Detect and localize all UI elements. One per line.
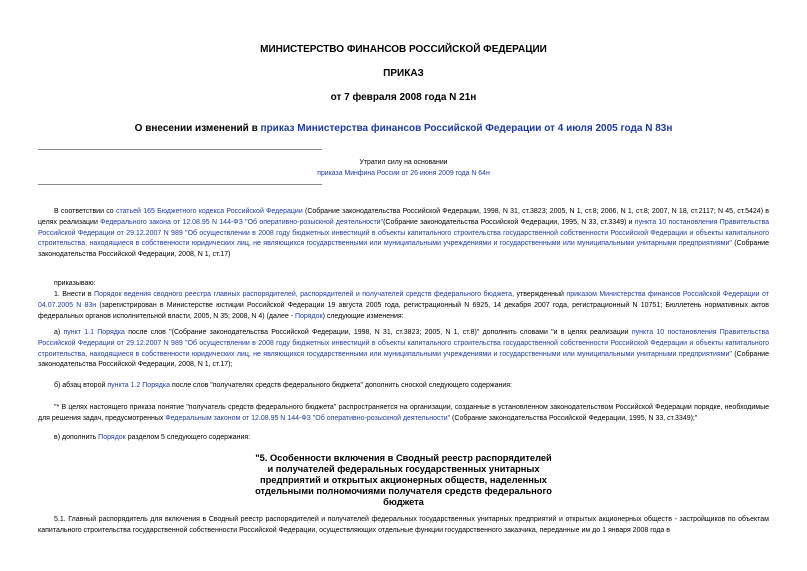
preamble-text-2: (Собрание законодательства Российской Федерации, 1998, N 31, ст.3823; 2005, N 1, ст.8; 2006, N 1, ст.8; 2007, N 18, ст.2117; N 45, ст.5424) в целях реализации xyxy=(38,208,769,226)
doc-title-prefix: О внесении изменений в xyxy=(134,123,261,134)
item-a-text-3: (Собрание законодательства Российской Федерации, 2008, N 1, ст.17); xyxy=(38,350,769,369)
footnote-law-link[interactable]: Федеральным законом от 12.08.95 N 144-ФЗ "Об оперативно-розыскной деятельности" xyxy=(165,414,451,422)
clause-1-2-link[interactable]: пункта 1.2 Порядка xyxy=(107,382,170,389)
preamble-paragraph xyxy=(38,207,769,261)
item-a-paragraph xyxy=(38,328,769,371)
section-5-line-2: и получателей федеральных государственных унитарных xyxy=(267,464,540,474)
section-5-heading xyxy=(250,453,557,508)
preamble-text-1: В соответствии со xyxy=(54,208,116,215)
doc-date-number: от 7 февраля 2008 года N 21н xyxy=(330,92,477,103)
item-1-text-3: (зарегистрирован в Министерстве юстиции Российской Федерации 19 августа 2005 года, регистрационный N 6925, 14 декабря 2007 года, регистрационный N 10751; Бюллетень нормативных актов федеральных органов исполнительной власти, 2005, N 35; 2008, N 4) (далее - xyxy=(38,301,769,320)
item-1-text-1: 1. Внести в xyxy=(54,291,94,298)
footnote-text-2: (Собрание законодательства Российской Федерации, 1995, N 33, ст.3349);" xyxy=(450,414,698,422)
budget-code-link[interactable]: статьей 165 Бюджетного кодекса Российской Федерации xyxy=(115,208,303,215)
doc-title-link[interactable]: приказ Министерства финансов Российской Федерации от 4 июля 2005 года N 83н xyxy=(260,123,673,134)
item-b-paragraph xyxy=(38,381,769,392)
decree-clause-10-link[interactable]: пункта 10 постановления Правительства Российской Федерации от 29.12.2007 N 989 "Об осуществлении в 2008 году бюджетных инвестиций в объекты капитального строительства государственной собственности Российской Федерации и объекты капитального строительства, находящиеся в собственности юридических лиц, не являющихся государственными или муниципальными учреждениями и государственными или муниципальными унитарными предприятиями" xyxy=(38,329,769,358)
clause-1-1-link[interactable]: пункт 1.1 Порядка xyxy=(63,329,125,336)
item-5-1-paragraph: 5.1. Главный распорядитель для включения в Сводный реестр распорядителей и получателей федеральных государственных унитарных предприятий и открытых акционерных обществ - застройщиков по объектам капитального строительства государственной собственности Российской Федерации, осуществляющих отдельные функции государственного заказчика, переданные им до 1 января 2008 года в xyxy=(38,516,769,534)
item-b-text-2: после слов "получателях средств федерального бюджета" дополнить сноской следующего содержания: xyxy=(170,382,512,389)
section-5-line-1: "5. Особенности включения в Сводный реестр распорядителей xyxy=(255,453,552,463)
item-b-text-1: б) абзац второй xyxy=(54,382,108,389)
lost-force-link[interactable]: приказа Минфина России от 26 июня 2009 года N 64н xyxy=(317,170,490,177)
doc-type-heading: ПРИКАЗ xyxy=(383,68,424,79)
item-1-text-2: , утвержденный xyxy=(512,291,567,298)
section-5-line-3: предприятий и открытых акционерных обществ, наделенных xyxy=(260,475,547,485)
item-v-paragraph xyxy=(38,433,769,444)
federal-law-link[interactable]: Федерального закона от 12.08.95 N 144-ФЗ "Об оперативно-розыскной деятельности" xyxy=(100,218,384,226)
footnote-paragraph xyxy=(38,403,769,425)
order-word: приказываю: xyxy=(54,280,96,287)
item-a-text-2: после слов "(Собрание законодательства Российской Федерации, 1998, N 31, ст.3823; 2005, N 1, ст.8)" дополнить словами "и в целях реализации xyxy=(124,329,632,336)
preamble-text-4: (Собрание законодательства Российской Федерации, 2008, N 1, ст.17) xyxy=(38,240,769,259)
minfin-order-link[interactable]: приказом Министерства финансов Российской Федерации от 04.07.2005 N 83н xyxy=(38,291,769,309)
footnote-text-1: "* В целях настоящего приказа понятие "получатель средств федерального бюджета" распространяется на организации, созданные в установленном законодательством Российской Федерации порядке, необходимые для решения задач, предусмотренных xyxy=(38,404,769,422)
lost-force-line: Утратил силу на основании xyxy=(359,159,448,166)
government-decree-link[interactable]: пункта 10 постановления Правительства Российской Федерации от 29.12.2007 N 989 "Об осуществлении в 2008 году бюджетных инвестиций в объекты капитального строительства государственной собственности Российской Федерации и объекты капитального строительства, находящиеся в собственности юридических лиц, не являющихся государственными или муниципальными учреждениями и государственными или муниципальными унитарными предприятиями" xyxy=(38,218,769,248)
lost-force-note xyxy=(0,157,807,179)
procedure-link[interactable]: Порядок ведения сводного реестра главных распорядителей, распорядителей и получателей средств федерального бюджета xyxy=(94,291,513,298)
item-1-paragraph xyxy=(38,290,769,322)
section-5-line-5: бюджета xyxy=(383,497,424,507)
procedure-add-link[interactable]: Порядок xyxy=(98,434,126,441)
top-divider xyxy=(38,149,322,150)
doc-title xyxy=(0,123,807,134)
item-v-text-2: разделом 5 следующего содержания: xyxy=(125,434,251,441)
bottom-divider xyxy=(38,184,322,185)
section-5-line-4: отдельными полномочиями получателя средств федерального xyxy=(255,486,552,496)
item-v-text-1: в) дополнить xyxy=(54,434,99,441)
item-1-text-4: ) следующие изменения: xyxy=(322,312,404,320)
ministry-heading: МИНИСТЕРСТВО ФИНАНСОВ РОССИЙСКОЙ ФЕДЕРАЦИИ xyxy=(260,44,547,55)
procedure-short-link[interactable]: Порядок xyxy=(294,312,323,320)
item-a-text-1: а) xyxy=(54,329,64,336)
preamble-text-3: (Собрание законодательства Российской Федерации, 1995, N 33, ст.3349) и xyxy=(383,218,635,226)
